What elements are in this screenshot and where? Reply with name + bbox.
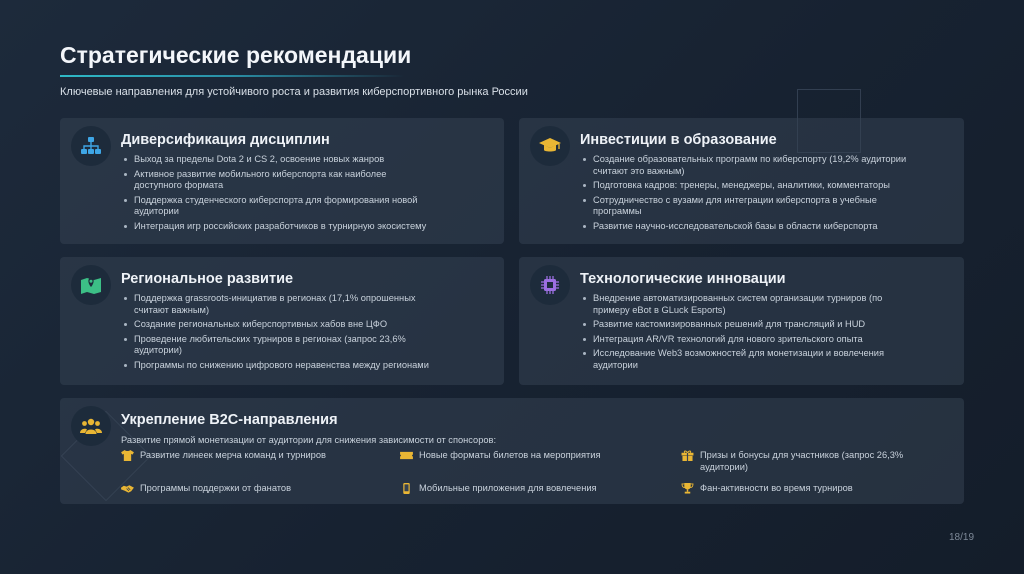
b2c-intro: Развитие прямой монетизации от аудитории для снижения зависимости от спонсоров: (121, 435, 497, 445)
bullet-list (580, 154, 910, 235)
list-item: Поддержка grassroots-инициатив в регионах (17,1% опрошенных считают важным) (121, 293, 436, 316)
b2c-item-text: Мобильные приложения для вовлечения (419, 483, 597, 493)
list-item: Интеграция AR/VR технологий для нового зрительского опыта (580, 334, 900, 346)
card-title: Диверсификация дисциплин (121, 132, 330, 148)
mobile-icon (400, 483, 413, 494)
card-b2c (60, 398, 964, 504)
bullet-list (580, 293, 900, 374)
list-item: Активное развитие мобильного киберспорта как наиболее доступного формата (121, 169, 431, 192)
list-item: Создание образовательных программ по киберспорту (19,2% аудитории считают это важным) (580, 154, 910, 177)
b2c-item-prizes (681, 450, 940, 473)
b2c-item-fan-activities (681, 483, 940, 495)
page-number: 18/19 (949, 532, 975, 543)
card-education (519, 118, 964, 244)
bullet-list (121, 293, 436, 374)
b2c-item-text: Новые форматы билетов на мероприятия (419, 450, 601, 460)
b2c-item-text: Развитие линеек мерча команд и турниров (140, 450, 326, 460)
b2c-item-fan-support (121, 483, 390, 495)
page-subtitle: Ключевые направления для устойчивого роста и развития киберспортивного рынка России (60, 86, 528, 98)
card-tech (519, 257, 964, 385)
list-item: Выход за пределы Dota 2 и CS 2, освоение новых жанров (121, 154, 431, 166)
b2c-item-text: Программы поддержки от фанатов (140, 483, 292, 493)
card-title: Региональное развитие (121, 271, 294, 287)
card-title: Инвестиции в образование (580, 132, 777, 148)
title-underline (60, 75, 405, 77)
list-item: Программы по снижению цифрового неравенства между регионами (121, 360, 436, 372)
trophy-icon (681, 483, 694, 494)
list-item: Проведение любительских турниров в регионах (запрос 23,6% аудитории) (121, 334, 436, 357)
list-item: Развитие кастомизированных решений для трансляций и HUD (580, 319, 900, 331)
graduation-cap-icon (530, 126, 570, 166)
list-item: Интеграция игр российских разработчиков в турнирную экосистему (121, 221, 431, 233)
bullet-list (121, 154, 431, 235)
handshake-icon (121, 483, 134, 494)
card-title: Укрепление B2C-направления (121, 412, 338, 428)
b2c-item-text: Призы и бонусы для участников (запрос 26,3% аудитории) (700, 450, 904, 472)
microchip-icon (530, 265, 570, 305)
page-title: Стратегические рекомендации (60, 42, 412, 68)
list-item: Развитие научно-исследовательской базы в области киберспорта (580, 221, 910, 233)
b2c-item-merch (121, 450, 390, 462)
ticket-icon (400, 450, 413, 461)
card-regional (60, 257, 504, 385)
list-item: Подготовка кадров: тренеры, менеджеры, аналитики, комментаторы (580, 180, 910, 192)
users-icon (71, 406, 111, 446)
tshirt-icon (121, 450, 134, 461)
b2c-item-text: Фан-активности во время турниров (700, 483, 853, 493)
card-title: Технологические инновации (580, 271, 786, 287)
card-diversification (60, 118, 504, 244)
list-item: Поддержка студенческого киберспорта для формирования новой аудитории (121, 195, 431, 218)
list-item: Сотрудничество с вузами для интеграции киберспорта в учебные программы (580, 195, 910, 218)
map-marker-icon (71, 265, 111, 305)
gift-icon (681, 450, 694, 461)
b2c-item-tickets (400, 450, 669, 462)
hierarchy-icon (71, 126, 111, 166)
list-item: Создание региональных киберспортивных хабов вне ЦФО (121, 319, 436, 331)
list-item: Исследование Web3 возможностей для монетизации и вовлечения аудитории (580, 348, 900, 371)
b2c-item-mobile-apps (400, 483, 669, 495)
list-item: Внедрение автоматизированных систем организации турниров (по примеру eBot в GLuck Esports) (580, 293, 900, 316)
